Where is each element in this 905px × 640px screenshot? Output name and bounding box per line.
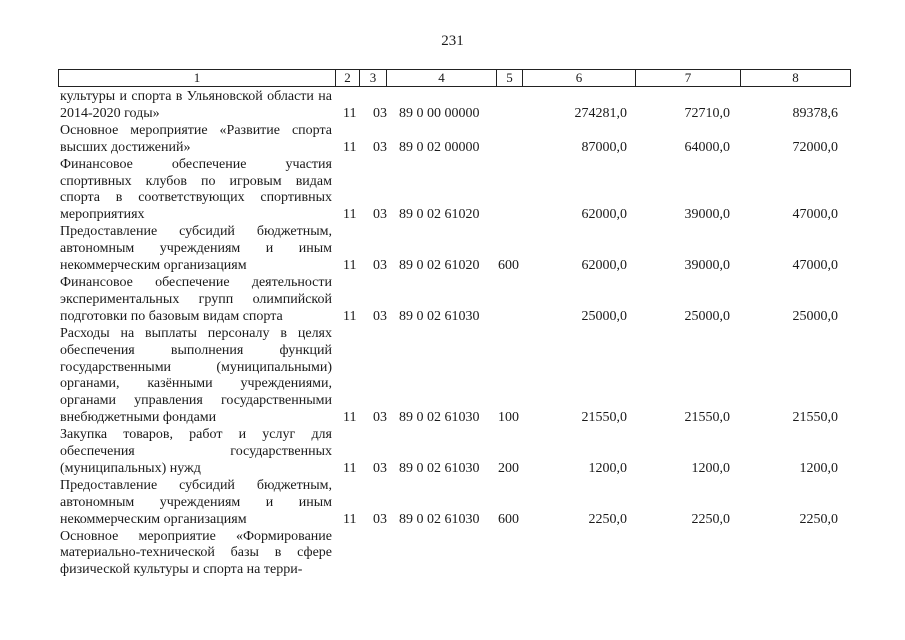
- header-col-5: 5: [497, 70, 523, 87]
- row-value-8: 1200,0: [799, 460, 838, 476]
- row-value-6: 62000,0: [581, 258, 627, 274]
- row-value-8: 47000,0: [792, 207, 838, 223]
- row-section: 11: [343, 460, 357, 476]
- row-description: Основное мероприятие «Формирование материально-технической базы в сфере физической культуры и спорта на терри-: [60, 528, 332, 578]
- row-subsection: 03: [373, 308, 387, 324]
- row-description: Расходы на выплаты персоналу в целях обеспечения выполнения функций государственными (муниципальными) органами, казёнными учреждениями, органами управления государственными внебюджетными фондами: [60, 325, 332, 426]
- row-value-6: 274281,0: [574, 105, 627, 121]
- row-value-7: 2250,0: [691, 511, 730, 527]
- row-value-7: 21550,0: [684, 410, 730, 426]
- header-col-2: 2: [336, 70, 360, 87]
- row-expense-type: 200: [498, 460, 519, 476]
- row-target-article: 89 0 02 61030: [399, 460, 480, 476]
- row-expense-type: 600: [498, 258, 519, 274]
- table-row: [60, 529, 860, 580]
- row-value-6: 21550,0: [581, 410, 627, 426]
- row-value-8: 72000,0: [792, 139, 838, 155]
- header-col-3: 3: [360, 70, 387, 87]
- row-value-7: 72710,0: [684, 105, 730, 121]
- row-expense-type: 100: [498, 410, 519, 426]
- row-description: Предоставление субсидий бюджетным, автономным учреждениям и иным некоммерческим организациям: [60, 224, 332, 274]
- row-subsection: 03: [373, 139, 387, 155]
- row-section: 11: [343, 511, 357, 527]
- header-col-7: 7: [636, 70, 741, 87]
- header-col-4: 4: [387, 70, 497, 87]
- row-value-7: 1200,0: [691, 460, 730, 476]
- table-row: [60, 157, 860, 225]
- row-section: 11: [343, 258, 357, 274]
- row-value-6: 2250,0: [588, 511, 627, 527]
- row-value-8: 89378,6: [792, 105, 838, 121]
- table-row: [60, 478, 860, 529]
- row-expense-type: 600: [498, 511, 519, 527]
- row-value-7: 64000,0: [684, 139, 730, 155]
- row-target-article: 89 0 02 61030: [399, 410, 480, 426]
- row-description: Финансовое обеспечение деятельности экспериментальных групп олимпийской подготовки по базовым видам спорта: [60, 274, 332, 324]
- row-description: Основное мероприятие «Развитие спорта высших достижений»: [60, 122, 332, 155]
- header-col-1: 1: [59, 70, 336, 87]
- row-subsection: 03: [373, 105, 387, 121]
- table-row: [60, 123, 860, 157]
- table-row: [60, 427, 860, 478]
- header-col-6: 6: [523, 70, 636, 87]
- row-section: 11: [343, 308, 357, 324]
- table-body: [60, 89, 860, 579]
- row-value-6: 1200,0: [588, 460, 627, 476]
- table-header: [58, 69, 851, 87]
- page-number: 231: [441, 33, 464, 49]
- row-value-7: 39000,0: [684, 258, 730, 274]
- table-row: [60, 89, 860, 123]
- row-value-6: 62000,0: [581, 207, 627, 223]
- table-row: [60, 275, 860, 326]
- row-target-article: 89 0 02 61030: [399, 511, 480, 527]
- row-value-8: 47000,0: [792, 258, 838, 274]
- row-description: Закупка товаров, работ и услуг для обеспечения государственных (муниципальных) нужд: [60, 427, 332, 476]
- row-description: Финансовое обеспечение участия спортивных клубов по игровым видам спорта в соответствующих спортивных мероприятиях: [60, 156, 332, 223]
- row-subsection: 03: [373, 460, 387, 476]
- row-value-8: 21550,0: [792, 410, 838, 426]
- row-value-7: 25000,0: [684, 308, 730, 324]
- row-section: 11: [343, 105, 357, 121]
- row-description: Предоставление субсидий бюджетным, автономным учреждениям и иным некоммерческим организациям: [60, 477, 332, 527]
- row-description: культуры и спорта в Ульяновской области на 2014-2020 годы»: [60, 89, 332, 121]
- row-target-article: 89 0 02 61020: [399, 207, 480, 223]
- row-section: 11: [343, 139, 357, 155]
- row-subsection: 03: [373, 258, 387, 274]
- row-value-8: 25000,0: [792, 308, 838, 324]
- row-target-article: 89 0 00 00000: [399, 105, 480, 121]
- header-col-8: 8: [741, 70, 851, 87]
- row-target-article: 89 0 02 00000: [399, 139, 480, 155]
- row-value-6: 25000,0: [581, 308, 627, 324]
- row-section: 11: [343, 207, 357, 223]
- row-target-article: 89 0 02 61020: [399, 258, 480, 274]
- row-value-6: 87000,0: [581, 139, 627, 155]
- row-subsection: 03: [373, 207, 387, 223]
- row-subsection: 03: [373, 511, 387, 527]
- row-target-article: 89 0 02 61030: [399, 308, 480, 324]
- table-row: [60, 326, 860, 427]
- row-value-7: 39000,0: [684, 207, 730, 223]
- row-section: 11: [343, 410, 357, 426]
- row-subsection: 03: [373, 410, 387, 426]
- row-value-8: 2250,0: [799, 511, 838, 527]
- table-row: [60, 224, 860, 275]
